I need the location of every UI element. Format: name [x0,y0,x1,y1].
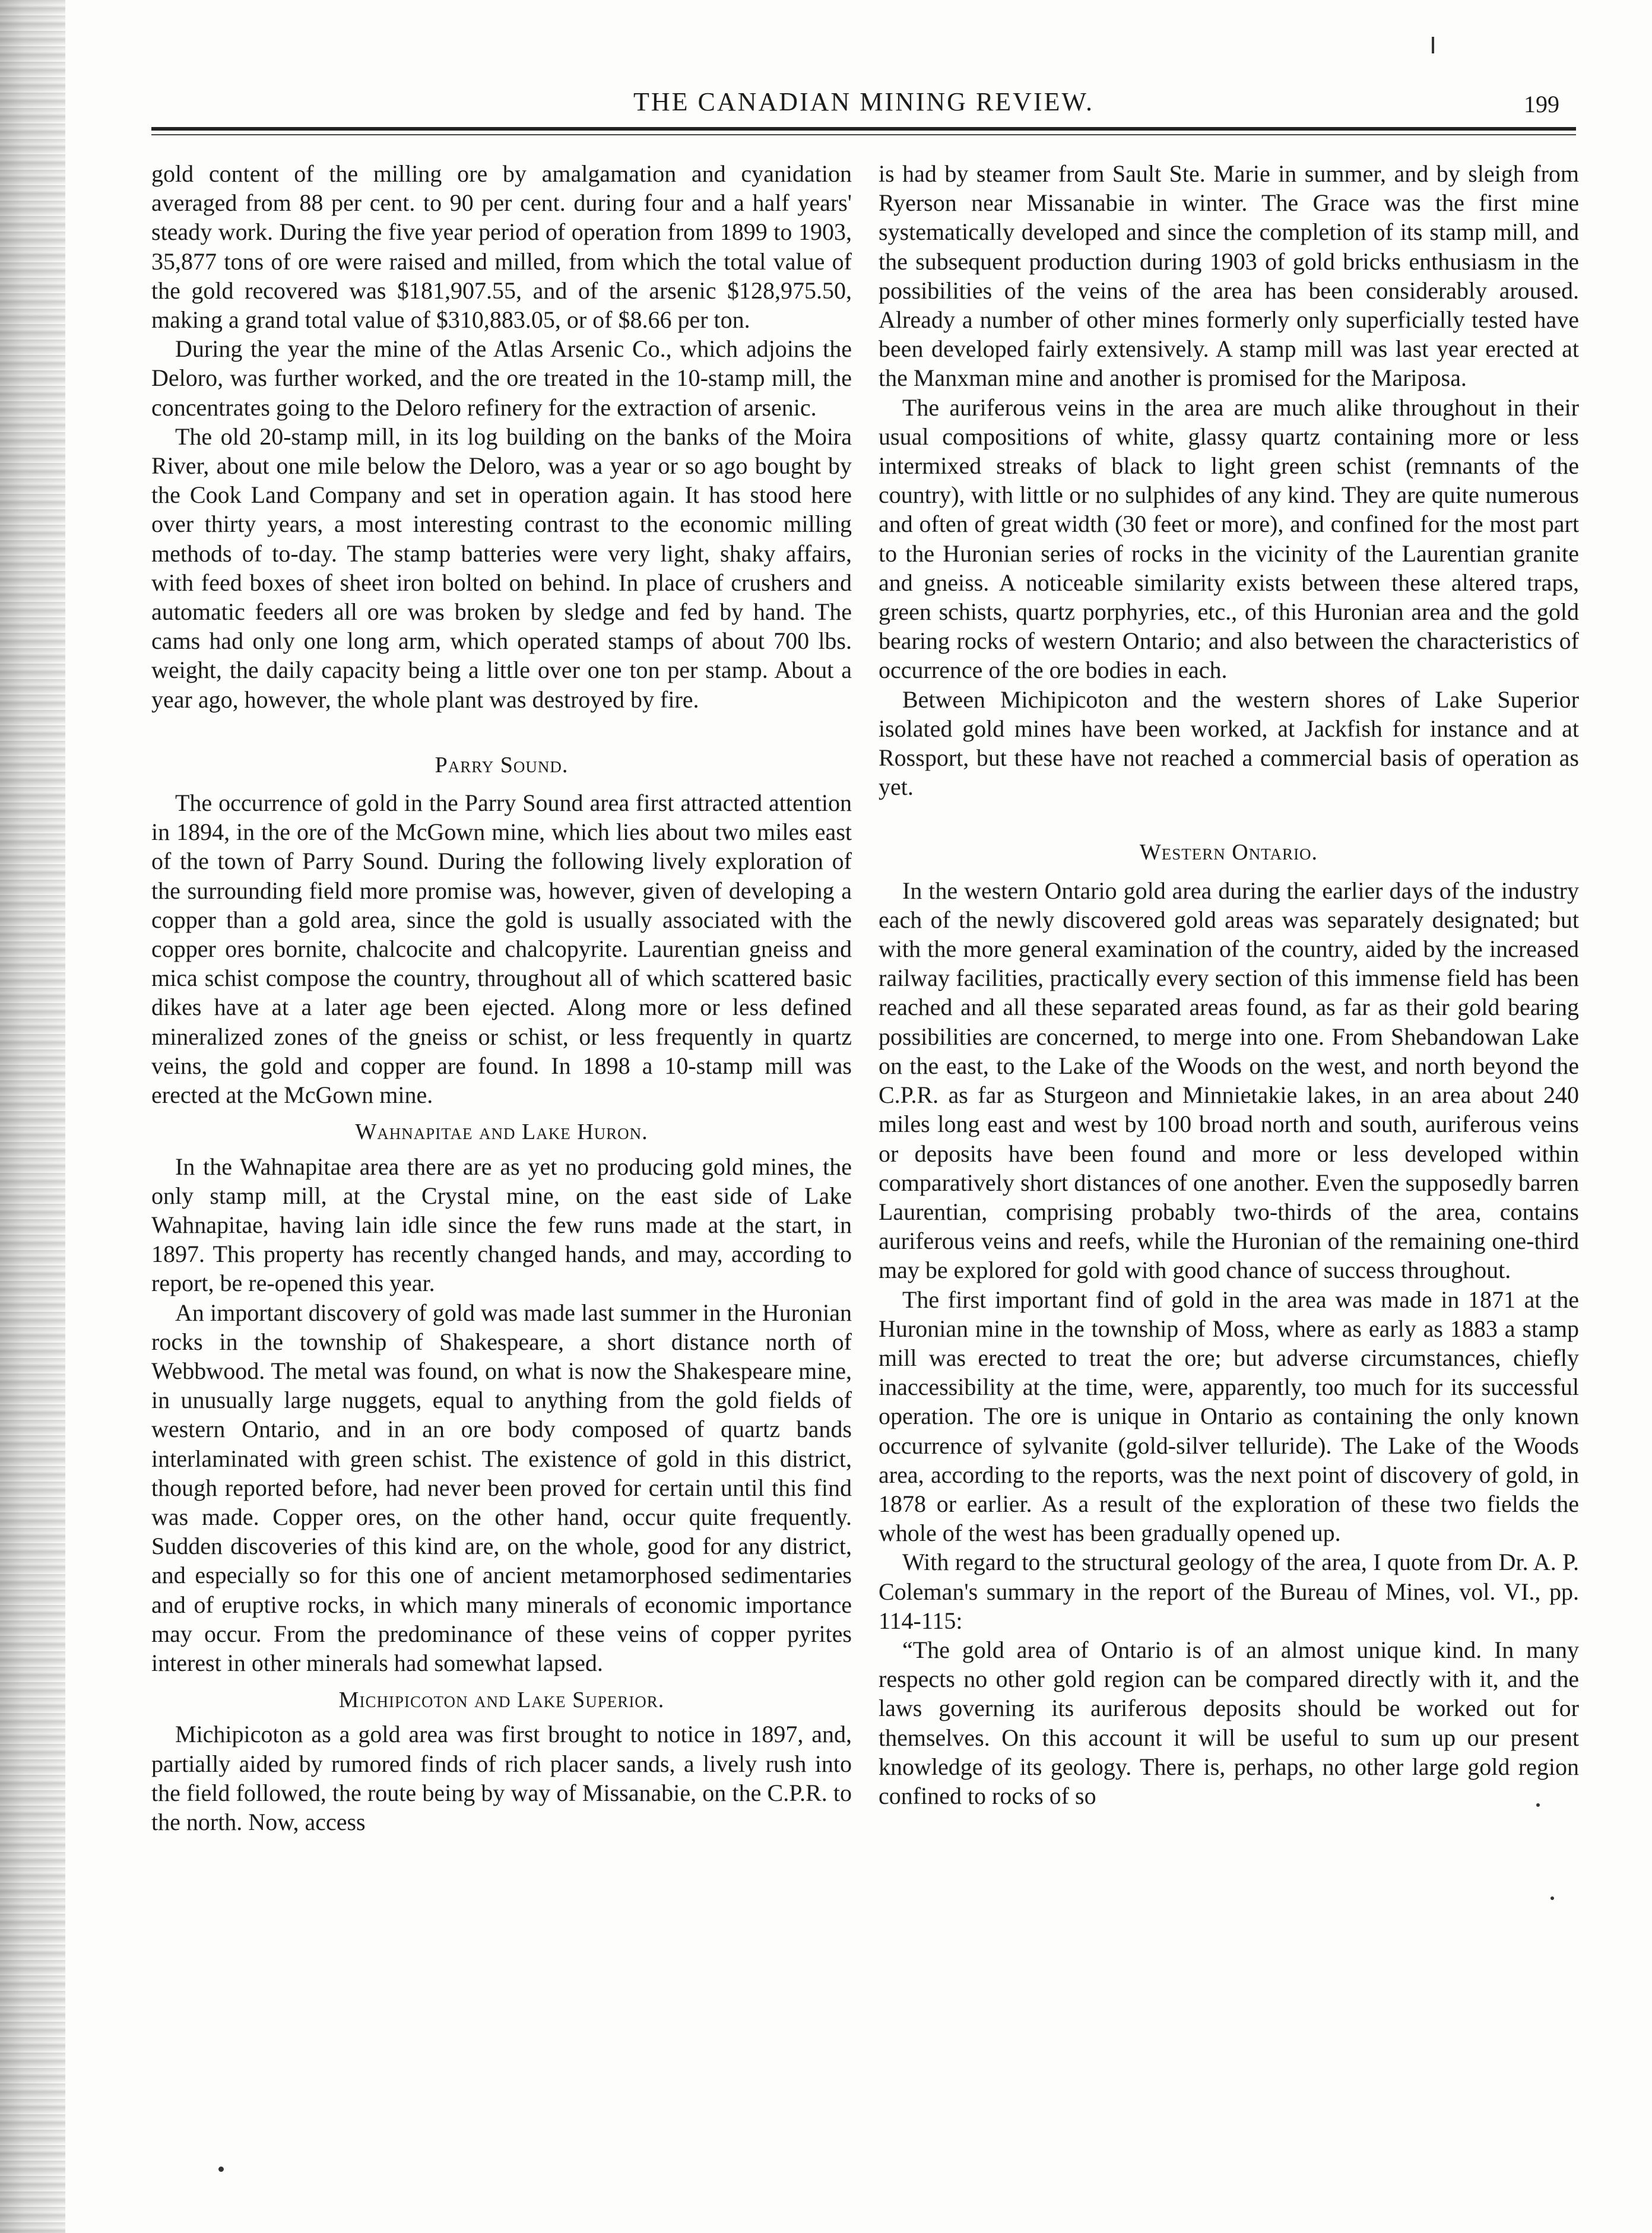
ink-speck [1536,1803,1540,1807]
corner-mark [1432,37,1434,53]
paragraph: An important discovery of gold was made last summer in the Huronian rocks in the township of Shakespeare, a short distance north of Webbwood. The metal was found, on what is now the Shakespeare mine, in unusually large nuggets, equal to anything from the gold fields of western Ontario, and in an ore body composed of quartz bands interlaminated with green schist. The existence of gold in this district, though reported before, had never been proved for certain until this find was made. Copper ores, on the other hand, occur quite frequently. Sudden discoveries of this kind are, on the whole, good for any district, and especially so for this one of ancient metamorphosed sedimentaries and of eruptive rocks, in which many minerals of economic importance may occur. From the predominance of these veins of copper pyrites interest in other minerals had somewhat lapsed. [151,1299,852,1676]
left-column [151,159,852,1836]
paragraph: The first important find of gold in the area was made in 1871 at the Huronian mine in the township of Moss, where as early as 1883 a stamp mill was erected to treat the ore; but adverse circumstances, chiefly inaccessibility at the time, were, apparently, too much for its successful operation. The ore is unique in Ontario as containing the only known occurrence of sylvanite (gold-silver telluride). The Lake of the Woods area, according to the reports, was the next point of discovery of gold, in 1878 or earlier. As a result of the exploration of these two fields the whole of the west has been gradually opened up. [879,1286,1579,1547]
page-number: 199 [1524,91,1559,118]
section-heading-parry-sound: Parry Sound. [435,752,569,778]
paragraph: The auriferous veins in the area are much alike throughout in their usual compositions of white, glassy quartz containing more or less intermixed streaks of black to light green schist (remnants of the country), with little or no sulphides of any kind. They are quite numerous and often of great width (30 feet or more), and confined for the most part to the Huronian series of rocks in the vicinity of the Laurentian granite and gneiss. A noticeable similarity exists between these altered traps, green schists, quartz porphyries, etc., of this Huronian area and the gold bearing rocks of western Ontario; and also between the characteristics of occurrence of the ore bodies in each. [879,394,1579,684]
header-rule-thin [151,134,1576,135]
running-head: THE CANADIAN MINING REVIEW. [633,87,1094,116]
header-rule-thick [151,127,1576,131]
paragraph: In the western Ontario gold area during the earlier days of the industry each of the newly discovered gold areas was separately designated; but with the more general examination of the country, aided by the increased railway facilities, practically every section of this immense field has been reached and all these separated areas found, as far as their gold bearing possibilities are concerned, to merge into one. From Shebandowan Lake on the east, to the Lake of the Woods on the west, and north beyond the C.P.R. as far as Sturgeon and Minnietakie lakes, in an area about 240 miles long east and west by 100 broad north and south, auriferous veins or deposits have been found and more or less developed within comparatively short distances of one another. Even the supposedly barren Laurentian, comprising probably two-thirds of the area, contains auriferous veins and reefs, while the Huronian of the remaining one-third may be explored for gold with good chance of success throughout. [879,877,1579,1284]
paragraph: is had by steamer from Sault Ste. Marie in summer, and by sleigh from Ryerson near Missanabie in winter. The Grace was the first mine systematically developed and since the completion of its stamp mill, and the subsequent production during 1903 of gold bricks enthusiasm in the possibilities of the veins of the area has been considerably aroused. Already a number of other mines formerly only superficially tested have been developed fairly extensively. A stamp mill was last year erected at the Manxman mine and another is promised for the Mariposa. [879,160,1579,392]
ink-speck [1550,1896,1554,1900]
page-header [151,83,1576,131]
paragraph: “The gold area of Ontario is of an almost unique kind. In many respects no other gold region can be compared directly with it, and the laws governing its auriferous deposits should be worked out for themselves. On this account it will be useful to sum up our present knowledge of its geology. There is, perhaps, no other large gold region confined to rocks of so [879,1636,1579,1809]
right-column [879,159,1579,1810]
section-heading-wahnapitae: Wahnapitae and Lake Huron. [355,1119,648,1145]
paragraph: The old 20-stamp mill, in its log building on the banks of the Moira River, about one mile below the Deloro, was a year or so ago bought by the Cook Land Company and set in operation again. It has stood here over thirty years, a most interesting contrast to the economic milling methods of to-day. The stamp batteries were very light, shaky affairs, with feed boxes of sheet iron bolted on behind. In place of crushers and automatic feeders all ore was broken by sledge and fed by hand. The cams had only one long arm, which operated stamps of about 700 lbs. weight, the daily capacity being a little over one ton per stamp. About a year ago, however, the whole plant was destroyed by fire. [151,423,852,713]
paragraph: gold content of the milling ore by amalgamation and cyanidation averaged from 88 per cent. to 90 per cent. during four and a half years' steady work. During the five year period of operation from 1899 to 1903, 35,877 tons of ore were raised and milled, from which the total value of the gold recovered was $181,907.55, and of the arsenic $128,975.50, making a grand total value of $310,883.05, or of $8.66 per ton. [151,160,852,334]
paragraph: Michipicoton as a gold area was first brought to notice in 1897, and, partially aided by rumored finds of rich placer sands, a lively rush into the field followed, the route being by way of Missanabie, on the C.P.R. to the north. Now, access [151,1721,852,1835]
ink-speck [218,2167,224,2172]
paragraph: With regard to the structural geology of the area, I quote from Dr. A. P. Coleman's summary in the report of the Bureau of Mines, vol. VI., pp. 114-115: [879,1549,1579,1634]
section-heading-western-ontario: Western Ontario. [1139,840,1318,865]
binding-edge-shadow [0,0,65,2233]
paragraph: During the year the mine of the Atlas Arsenic Co., which adjoins the Deloro, was further worked, and the ore treated in the 10-stamp mill, the concentrates going to the Deloro refinery for the extraction of arsenic. [151,335,852,421]
paragraph: In the Wahnapitae area there are as yet no producing gold mines, the only stamp mill, at the Crystal mine, on the east side of Lake Wahnapitae, having lain idle since the few runs made at the start, in 1897. This property has recently changed hands, and may, according to report, be re-opened this year. [151,1153,852,1297]
paragraph: Between Michipicoton and the western shores of Lake Superior isolated gold mines have been worked, at Jackfish for instance and at Rossport, but these have not reached a commercial basis of operation as yet. [879,686,1579,801]
section-heading-michipicoton: Michipicoton and Lake Superior. [338,1688,665,1713]
paragraph: The occurrence of gold in the Parry Sound area first attracted attention in 1894, in the ore of the McGown mine, which lies about two miles east of the town of Parry Sound. During the following lively exploration of the surrounding field more promise was, however, given of developing a copper than a gold area, since the gold is usually associated with the copper ores bornite, chalcocite and chalcopyrite. Laurentian gneiss and mica schist compose the country, throughout all of which scattered basic dikes have at a later age been ejected. Along more or less defined mineralized zones of the gneiss or schist, or less frequently in quartz veins, the gold and copper are found. In 1898 a 10-stamp mill was erected at the McGown mine. [151,789,852,1109]
